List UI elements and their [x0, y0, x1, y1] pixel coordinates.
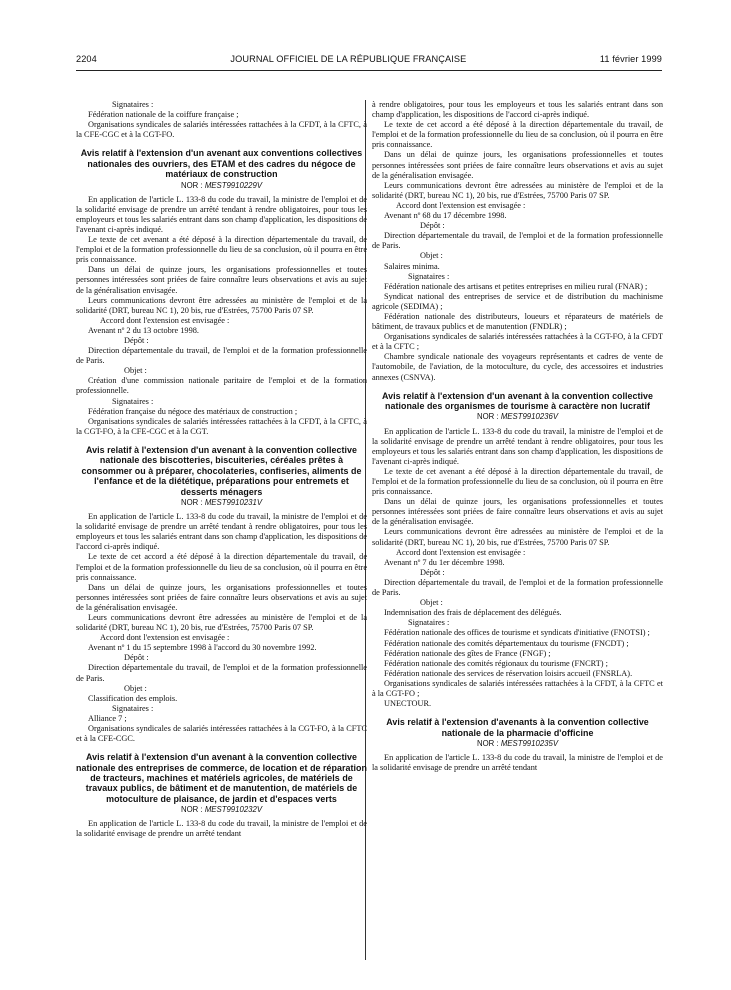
- accord-label: Accord dont l'extension est envisagée :: [100, 315, 230, 325]
- signatory: Organisations syndicales de salariés intéressées rattachées à la CFDT, à la CFTC, à la CGT-FO, à la CFE-CGC et à la CGT.: [76, 416, 367, 436]
- notice-title: Avis relatif à l'extension d'un avenant aux conventions collectives nationales des ouvriers, des ETAM et des cadres du négoce de matériaux de construction: [80, 148, 363, 180]
- notice-title: Avis relatif à l'extension d'un avenant à la convention collective nationale des biscotteries, biscuiteries, céréales prêtes à consommer ou à préparer, chocolateries, confiseries, aliments de l'enfance et de la diététique, préparations pour entremets et desserts ménagers: [81, 444, 362, 497]
- nor-code: MEST9910235V: [500, 738, 559, 748]
- nor-code: MEST9910231V: [204, 497, 263, 507]
- accord-value: Avenant nº 7 du 1er décembre 1998.: [384, 557, 505, 567]
- paragraph: Leurs communications devront être adressées au ministère de l'emploi et de la solidarité (DRT, bureau NC 1), 20 bis, rue d'Estrées, 75700 Paris 07 SP.: [76, 613, 367, 633]
- nor-code: MEST9910229V: [204, 180, 263, 190]
- page-header: [76, 54, 662, 68]
- nor-label: NOR :: [476, 738, 499, 748]
- depot-value: Direction départementale du travail, de l'emploi et de la formation professionnelle de Paris.: [76, 663, 367, 683]
- objet-value: Création d'une commission nationale paritaire de l'emploi et de la formation professionnelle.: [76, 376, 367, 396]
- signatory: Fédération nationale des artisans et petites entreprises en milieu rural (FNAR) ;: [384, 281, 648, 291]
- signatory: Fédération nationale des comités régionaux du tourisme (FNCRT) ;: [384, 658, 608, 668]
- notice-title: Avis relatif à l'extension d'un avenant à la convention collective nationale des organismes de tourisme à caractère non lucratif: [381, 390, 654, 412]
- signatories-label: Signataires :: [112, 100, 154, 109]
- paragraph: En application de l'article L. 133-8 du code du travail, la ministre de l'emploi et de la solidarité envisage de prendre un arrêté tendant: [372, 753, 663, 773]
- accord-label: Accord dont l'extension est envisagée :: [396, 200, 526, 210]
- paragraph: Le texte de cet avenant a été déposé à la direction départementale du travail, de l'emploi et de la formation professionnelle du lieu de sa conclusion, où il pourra en être pris connaissance.: [372, 466, 663, 497]
- nor-reference: [372, 412, 663, 422]
- signatory: Fédération nationale des gîtes de France (FNGF) ;: [384, 648, 551, 658]
- nor-reference: [76, 498, 367, 508]
- objet-label: Objet :: [420, 598, 443, 608]
- signatory: Organisations syndicales de salariés intéressées rattachées à la CFDT, à la CFTC et à la CGT-FO ;: [372, 678, 663, 698]
- paragraph: Leurs communications devront être adressées au ministère de l'emploi et de la solidarité (DRT, bureau NC 1), 20 bis, rue d'Estrées, 75700 Paris 07 SP.: [372, 180, 663, 200]
- depot-label: Dépôt :: [420, 221, 445, 231]
- paragraph: Dans un délai de quinze jours, les organisations professionnelles et toutes personnes intéressées sont priées de faire connaître leurs observations et avis au sujet de la généralisation envisagée.: [76, 582, 367, 612]
- nor-label: NOR :: [180, 805, 203, 815]
- depot-label: Dépôt :: [124, 336, 149, 345]
- depot-value: Direction départementale du travail, de l'emploi et de la formation professionnelle de Paris.: [76, 346, 367, 366]
- depot-label: Dépôt :: [124, 653, 149, 663]
- depot-label: Dépôt :: [420, 567, 445, 577]
- paragraph: Dans un délai de quinze jours, les organisations professionnelles et toutes personnes intéressées sont priées de faire connaître leurs observations et avis au sujet de la généralisation envisagée.: [76, 265, 367, 295]
- signatory: Fédération nationale des distributeurs, loueurs et réparateurs de matériels de bâtiment, de travaux publics et de manutention (FNDLR) ;: [372, 311, 663, 332]
- nor-reference: [76, 181, 367, 191]
- signatory: Alliance 7 ;: [88, 713, 127, 723]
- accord-value: Avenant nº 1 du 15 septembre 1998 à l'accord du 30 novembre 1992.: [88, 643, 317, 653]
- paragraph: à rendre obligatoires, pour tous les employeurs et tous les salariés entrant dans son champ d'application, les dispositions de l'accord ci-après indiqué.: [372, 100, 663, 120]
- nor-label: NOR :: [180, 497, 203, 507]
- objet-label: Objet :: [420, 251, 443, 261]
- signatories-label: Signataires :: [408, 271, 450, 281]
- paragraph: Le texte de cet accord a été déposé à la direction départementale du travail, de l'emploi et de la formation professionnelle du lieu de sa conclusion, où il pourra en être pris connaissance.: [372, 120, 663, 150]
- objet-value: Indemnisation des frais de déplacement des délégués.: [384, 608, 562, 618]
- signatory: Syndicat national des entreprises de service et de distribution du machinisme agricole (SEDIMA) ;: [372, 291, 663, 311]
- paragraph: En application de l'article L. 133-8 du code du travail, la ministre de l'emploi et de la solidarité envisage de prendre un arrêté tendant à rendre obligatoires, pour tous les employeurs et tous les salariés entrant dans son champ d'application, les dispositions de l'accord ci-après indiqué.: [76, 512, 367, 552]
- signatory: Fédération nationale des comités départementaux du tourisme (FNCDT) ;: [384, 638, 629, 648]
- signatory: Fédération française du négoce des matériaux de construction ;: [88, 406, 298, 416]
- accord-value: Avenant nº 2 du 13 octobre 1998.: [88, 325, 199, 335]
- signatory: UNECTOUR.: [384, 699, 432, 709]
- left-column: [76, 100, 367, 840]
- paragraph: En application de l'article L. 133-8 du code du travail, la ministre de l'emploi et de la solidarité envisage de prendre un arrêté tendant à rendre obligatoires, pour tous les employeurs et tous les salariés entrant dans son champ d'application, les dispositions de l'avenant ci-après indiqué.: [76, 194, 367, 234]
- nor-code: MEST9910236V: [500, 412, 559, 422]
- notice-title: Avis relatif à l'extension d'avenants à la convention collective nationale de la pharmacie d'officine: [386, 717, 649, 738]
- signatories-label: Signataires :: [112, 396, 154, 406]
- nor-label: NOR :: [476, 412, 499, 422]
- objet-value: Salaires minima.: [384, 261, 440, 271]
- paragraph: Le texte de cet avenant a été déposé à la direction départementale du travail, de l'emploi et de la formation professionnelle du lieu de sa conclusion, où il pourra en être pris connaissance.: [76, 235, 367, 265]
- nor-code: MEST9910232V: [204, 805, 263, 815]
- signatory: Chambre syndicale nationale des voyageurs représentants et cadres de vente de l'automobile, de l'aviation, de la motoculture, du cycle, des accessoires et industries annexes (CSNVA).: [372, 352, 663, 382]
- depot-value: Direction départementale du travail, de l'emploi et de la formation professionnelle de Paris.: [372, 577, 663, 598]
- paragraph: En application de l'article L. 133-8 du code du travail, la ministre de l'emploi et de la solidarité envisage de prendre un arrêté tendant à rendre obligatoires, pour tous les employeurs et tous les salariés entrant dans son champ d'application, les dispositions de l'avenant ci-après indiqué.: [372, 426, 663, 466]
- paragraph: Le texte de cet accord a été déposé à la direction départementale du travail, de l'emploi et de la formation professionnelle du lieu de sa conclusion, où il pourra en être pris connaissance.: [76, 552, 367, 582]
- signatory: Fédération nationale des offices de tourisme et syndicats d'initiative (FNOTSI) ;: [384, 628, 650, 638]
- nor-reference: [372, 739, 663, 749]
- signatory: Fédération nationale des services de réservation loisirs accueil (FNSRLA).: [384, 668, 633, 678]
- signatory: Organisations syndicales de salariés intéressées rattachées à la CGT-FO, à la CFDT et à la CFTC ;: [372, 332, 663, 352]
- paragraph: Dans un délai de quinze jours, les organisations professionnelles et toutes personnes intéressées sont priées de faire connaître leurs observations et avis au sujet de la généralisation envisagée.: [372, 497, 663, 527]
- signatory: Organisations syndicales de salariés intéressées rattachées à la CGT-FO, à la CFTC et à la CFE-CGC.: [76, 724, 367, 744]
- objet-value: Classification des emplois.: [88, 693, 178, 703]
- paragraph: Dans un délai de quinze jours, les organisations professionnelles et toutes personnes intéressées sont priées de faire connaître leurs observations et avis au sujet de la généralisation envisagée.: [372, 150, 663, 180]
- objet-label: Objet :: [124, 683, 147, 693]
- accord-label: Accord dont l'extension est envisagée :: [396, 547, 526, 557]
- signatory: Fédération nationale de la coiffure française ;: [88, 110, 239, 120]
- journal-title: JOURNAL OFFICIEL DE LA RÉPUBLIQUE FRANÇAISE: [230, 54, 467, 64]
- depot-value: Direction départementale du travail, de l'emploi et de la formation professionnelle de Paris.: [372, 231, 663, 251]
- paragraph: En application de l'article L. 133-8 du code du travail, la ministre de l'emploi et de la solidarité envisage de prendre un arrêté tendant: [76, 819, 367, 839]
- accord-value: Avenant nº 68 du 17 décembre 1998.: [384, 211, 507, 221]
- paragraph: Leurs communications devront être adressées au ministère de l'emploi et de la solidarité (DRT, bureau NC 1), 20 bis, rue d'Estrées, 75700 Paris 07 SP.: [372, 527, 663, 547]
- right-column: [372, 100, 663, 773]
- nor-reference: [76, 805, 367, 815]
- page-number: 2204: [76, 54, 97, 64]
- objet-label: Objet :: [124, 366, 147, 376]
- signatory: Organisations syndicales de salariés intéressées rattachées à la CFDT, à la CFTC, à la CFE-CGC et à la CGT-FO.: [76, 120, 367, 140]
- accord-label: Accord dont l'extension est envisagée :: [100, 633, 230, 643]
- notice-title: Avis relatif à l'extension d'un avenant à la convention collective nationale des entreprises de commerce, de location et de réparation de tracteurs, machines et matériels agricoles, de matériels de travaux publics, de bâtiment et de manutention, de matériels de motoculture de plaisance, de jardin et d'espaces verts: [76, 752, 367, 804]
- paragraph: Leurs communications devront être adressées au ministère de l'emploi et de la solidarité (DRT, bureau NC 1), 20 bis, rue d'Estrées, 75700 Paris 07 SP.: [76, 295, 367, 315]
- header-rule: [76, 70, 662, 71]
- signatories-label: Signataires :: [112, 703, 154, 713]
- issue-date: 11 février 1999: [599, 54, 662, 64]
- nor-label: NOR :: [180, 180, 203, 190]
- signatories-label: Signataires :: [408, 618, 450, 628]
